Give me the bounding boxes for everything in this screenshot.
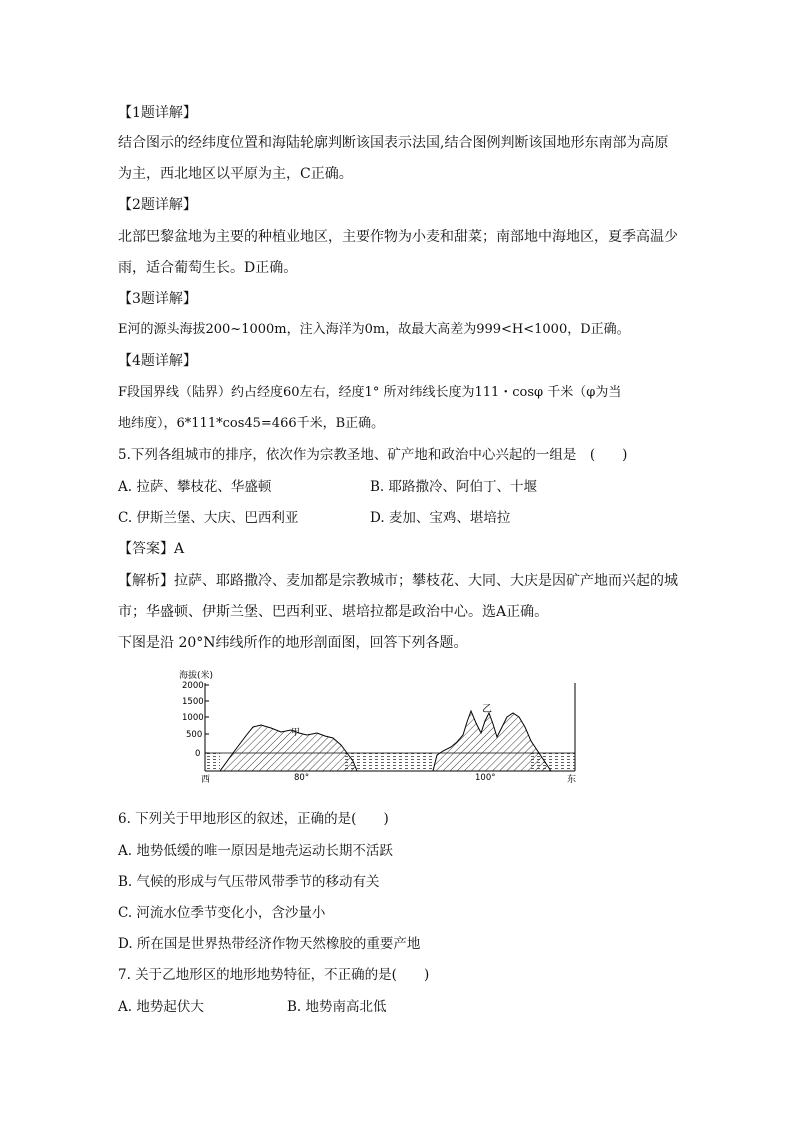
heading-q2-detail: 【2题详解】 xyxy=(118,197,197,213)
y-tick-500: 500 xyxy=(186,730,203,740)
q6-option-c: C. 河流水位季节变化小，含沙量小 xyxy=(118,905,326,921)
label-jia: 甲 xyxy=(291,728,301,738)
explanation-5-line1: 【解析】拉萨、耶路撒冷、麦加都是宗教城市；攀枝花、大同、大庆是因矿产地而兴起的城 xyxy=(118,573,678,589)
label-yi: 乙 xyxy=(482,704,492,715)
paragraph-q4-line2: 地纬度），6*111*cos45=466千米，B正确。 xyxy=(118,416,385,431)
q5-option-a: A. 拉萨、攀枝花、华盛顿 xyxy=(118,479,272,495)
label-west: 西 xyxy=(201,775,211,785)
heading-q4-detail: 【4题详解】 xyxy=(118,353,197,369)
label-lon-100: 100° xyxy=(475,773,496,783)
question-7: 7. 关于乙地形区的地形地势特征，不正确的是( ) xyxy=(118,967,430,983)
paragraph-q1-line2: 为主，西北地区以平原为主，C正确。 xyxy=(118,166,353,182)
heading-q3-detail: 【3题详解】 xyxy=(118,291,197,307)
y-axis-label: 海拔(米) xyxy=(179,671,214,681)
paragraph-q3: E河的源头海拔200~1000m，注入海洋为0m，故最大高差为999<H<1000，D正确。 xyxy=(118,322,630,337)
q6-option-b: B. 气候的形成与气压带风带季节的移动有关 xyxy=(118,874,380,890)
q6-option-d: D. 所在国是世界热带经济作物天然橡胶的重要产地 xyxy=(118,936,421,952)
heading-q1-detail: 【1题详解】 xyxy=(118,105,197,121)
paragraph-q2-line2: 雨，适合葡萄生长。D正确。 xyxy=(118,260,298,276)
q7-option-a: A. 地势起伏大 xyxy=(118,999,204,1015)
sea-area-middle xyxy=(345,753,435,771)
figure-intro: 下图是沿 20°N纬线所作的地形剖面图，回答下列各题。 xyxy=(118,635,468,651)
q6-option-a: A. 地势低缓的唯一原因是地壳运动长期不活跃 xyxy=(118,843,393,859)
q5-option-b: B. 耶路撒冷、阿伯丁、十堰 xyxy=(370,479,538,495)
y-tick-1500: 1500 xyxy=(182,697,204,707)
paragraph-q4-line1: F段国界线（陆界）约占经度60左右，经度1° 所对纬线长度为111・cosφ 千米（φ为当 xyxy=(118,385,622,400)
q5-option-d: D. 麦加、宝鸡、堪培拉 xyxy=(370,510,511,526)
sea-area-west xyxy=(205,753,220,771)
answer-5: 【答案】A xyxy=(118,541,185,557)
y-tick-0: 0 xyxy=(195,749,201,759)
paragraph-q1-line1: 结合图示的经纬度位置和海陆轮廓判断该国表示法国,结合图例判断该国地形东南部为高原 xyxy=(118,135,669,151)
y-tick-1000: 1000 xyxy=(182,713,204,723)
terrain-profile-west xyxy=(220,725,357,771)
label-east: 东 xyxy=(567,775,577,785)
label-lon-80: 80° xyxy=(294,773,310,783)
paragraph-q2-line1: 北部巴黎盆地为主要的种植业地区，主要作物为小麦和甜菜；南部地中海地区，夏季高温少 xyxy=(118,229,678,245)
explanation-5-line2: 市；华盛顿、伊斯兰堡、巴西利亚、堪培拉都是政治中心。选A正确。 xyxy=(118,604,549,620)
question-5: 5.下列各组城市的排序，依次作为宗教圣地、矿产地和政治中心兴起的一组是 ( ) xyxy=(118,447,628,463)
terrain-profile-east xyxy=(433,711,551,771)
question-6: 6. 下列关于甲地形区的叙述，正确的是( ) xyxy=(118,811,389,827)
y-tick-2000: 2000 xyxy=(182,681,204,691)
q7-option-b: B. 地势南高北低 xyxy=(287,999,387,1015)
q5-option-c: C. 伊斯兰堡、大庆、巴西利亚 xyxy=(118,510,299,526)
terrain-profile-figure xyxy=(179,665,585,787)
